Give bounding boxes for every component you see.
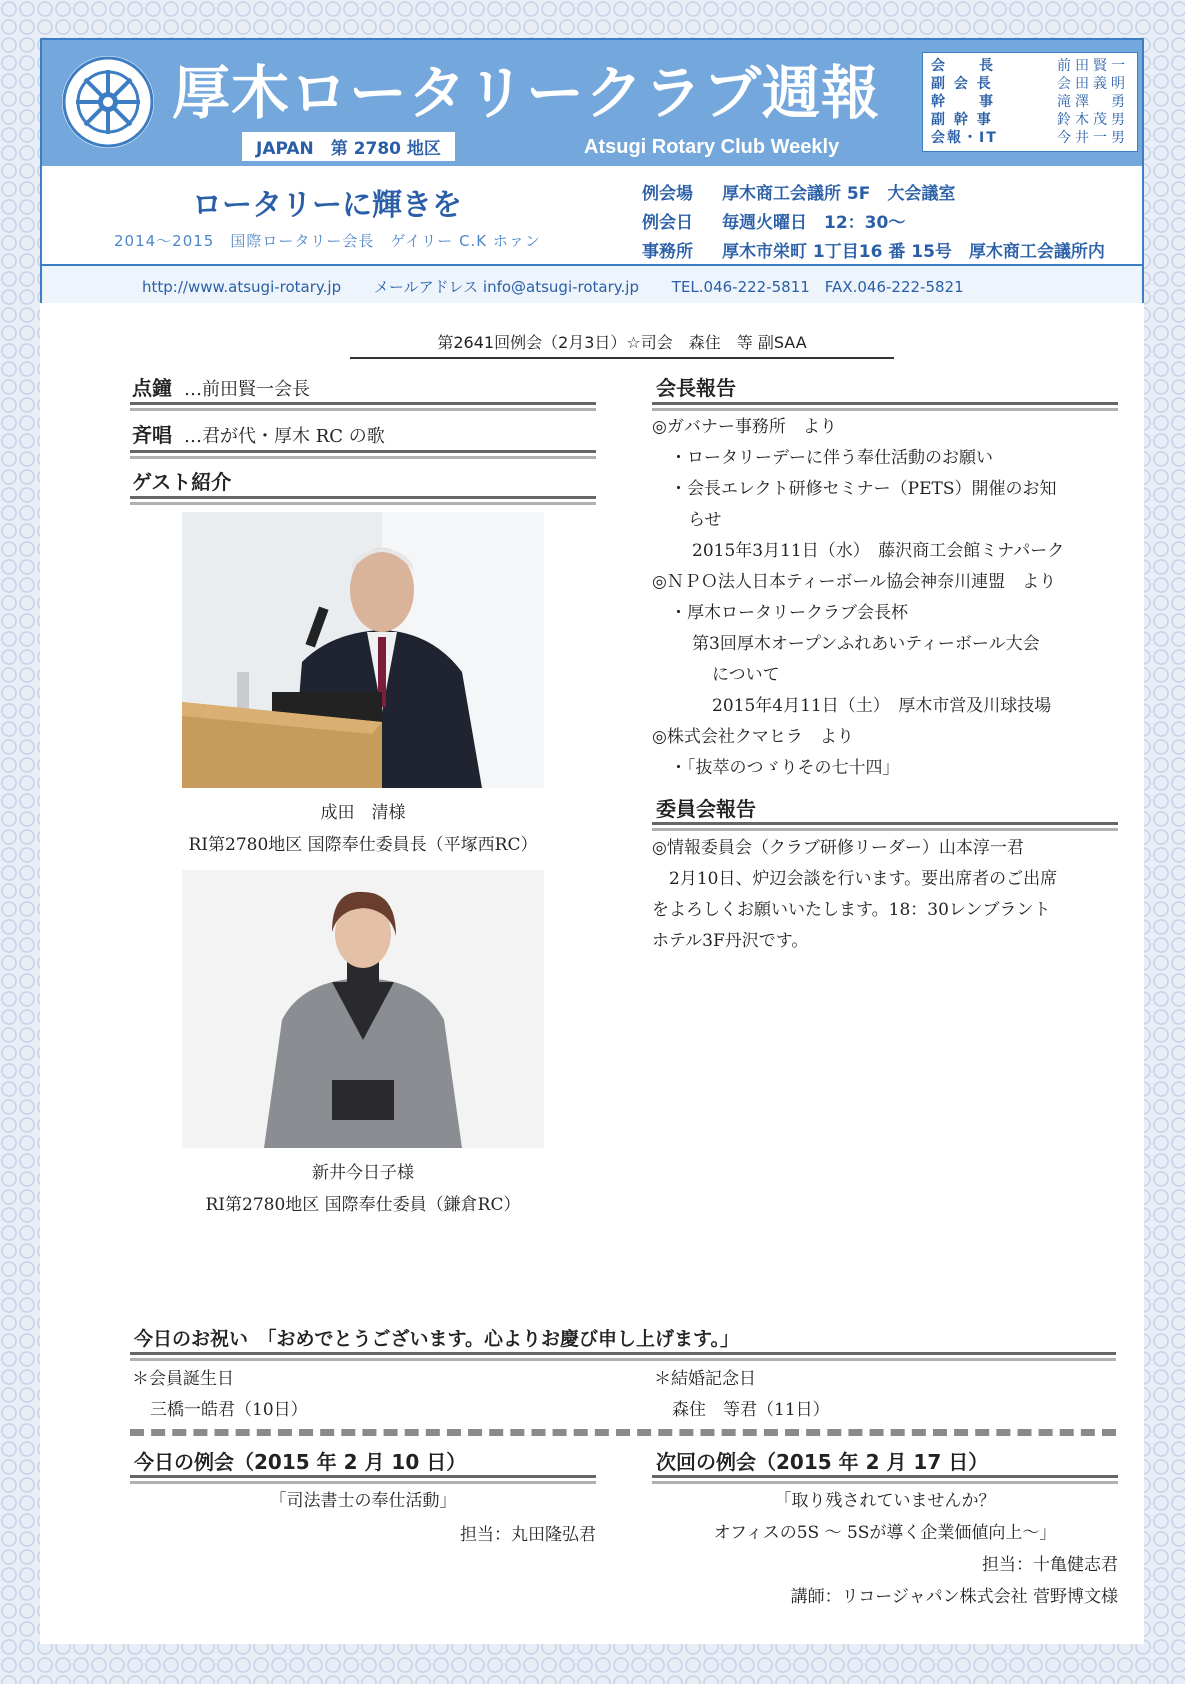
guest1-photo bbox=[182, 512, 544, 788]
today-person: 担当：丸田隆弘君 bbox=[460, 1525, 596, 1545]
officer-row: 幹 事 滝澤 勇 bbox=[931, 94, 1129, 110]
guest2-name: 新井今日子様 bbox=[312, 1163, 414, 1183]
today-topic: 「司法書士の奉仕活動」 bbox=[269, 1491, 457, 1511]
seisho-heading: 斉唱 …君が代・厚木 RC の歌 bbox=[132, 423, 385, 447]
divider bbox=[130, 1475, 596, 1482]
officers-box bbox=[922, 52, 1138, 152]
divider bbox=[652, 1475, 1118, 1482]
rotary-logo-icon bbox=[62, 56, 154, 148]
email-link[interactable]: メールアドレス info@atsugi-rotary.jp bbox=[373, 278, 639, 296]
birthday-block: ＊会員誕生日 三橋一皓君（10日） bbox=[132, 1369, 308, 1420]
guest-heading: ゲスト紹介 bbox=[132, 470, 232, 494]
officer-row: 会 長 前田賢一 bbox=[931, 58, 1129, 74]
english-subtitle: Atsugi Rotary Club Weekly bbox=[584, 136, 840, 158]
divider bbox=[652, 822, 1118, 829]
president-report-body: ◎ガバナー事務所 より ・ロータリーデーに伴う奉仕活動のお願い ・会長エレクト研修セミナー（PETS）開催のお知 らせ 2015年3月11日（水） 藤沢商工会館ミナパーク ◎ＮＰＯ法人日本ティーボール協会神奈川連盟 より ・厚木ロータリークラブ会長杯 第3回厚木オープンふれあいティーボール大会 について 2015年4月11日（土） 厚木市営及川球技場 ◎株式会社クマヒラ より ・「抜萃のつゞりその七十四」 bbox=[652, 417, 1065, 778]
guest2-title: RI第2780地区 国際奉仕委員（鎌倉RC） bbox=[205, 1195, 521, 1215]
newsletter-title: 厚木ロータリークラブ週報 bbox=[172, 59, 881, 127]
next-topic-line2: オフィスの5S ～ 5Sが導く企業価値向上～」 bbox=[713, 1523, 1057, 1543]
divider bbox=[130, 496, 596, 503]
contact-bar bbox=[42, 264, 1142, 303]
info-row: 例会日 毎週火曜日 12：30～ bbox=[642, 213, 906, 233]
celebration-heading: 今日のお祝い 「おめでとうございます。心よりお慶び申し上げます。」 bbox=[134, 1328, 739, 1350]
committee-report-body: ◎情報委員会（クラブ研修リーダー）山本淳一君 2月10日、炉辺会談を行います。要出席者のご出席 をよろしくお願いいたします。18：30レンブラント ホテル3F丹沢です。 bbox=[652, 838, 1058, 951]
title-bar bbox=[42, 40, 1142, 166]
divider bbox=[652, 402, 1118, 409]
officer-row: 会報・IT 今井一男 bbox=[931, 130, 1129, 146]
divider bbox=[130, 402, 596, 409]
website-link[interactable]: http://www.atsugi-rotary.jp bbox=[142, 278, 342, 296]
officer-row: 副 幹 事 鈴木茂男 bbox=[931, 112, 1129, 128]
divider bbox=[130, 1352, 1116, 1359]
tensho-heading: 点鐘 …前田賢一会長 bbox=[132, 376, 310, 400]
next-person: 担当：十亀健志君 bbox=[982, 1555, 1118, 1575]
guest1-name: 成田 清様 bbox=[320, 803, 406, 823]
meeting-line: 第2641回例会（2月3日）☆司会 森住 等 副SAA bbox=[350, 330, 894, 359]
divider bbox=[130, 450, 596, 457]
next-meeting-heading: 次回の例会（2015 年 2 月 17 日） bbox=[656, 1450, 989, 1474]
next-speaker: 講師：リコージャパン株式会社 菅野博文様 bbox=[790, 1587, 1118, 1607]
committee-report-heading: 委員会報告 bbox=[656, 797, 756, 821]
ri-president-line: 2014～2015 国際ロータリー会長 ゲイリー C.K ホァン bbox=[114, 232, 541, 250]
ri-theme: ロータリーに輝きを bbox=[192, 188, 462, 223]
info-row: 事務所 厚木市栄町 1丁目16 番 15号 厚木商工会議所内 bbox=[642, 242, 1105, 262]
district-badge: JAPAN 第 2780 地区 bbox=[242, 132, 455, 161]
today-meeting-heading: 今日の例会（2015 年 2 月 10 日） bbox=[134, 1450, 467, 1474]
phone-fax: TEL.046-222-5811 FAX.046-222-5821 bbox=[671, 278, 964, 296]
guest1-title: RI第2780地区 国際奉仕委員長（平塚西RC） bbox=[188, 835, 538, 855]
dashed-divider bbox=[130, 1429, 1116, 1436]
info-row: 例会場 厚木商工会議所 5F 大会議室 bbox=[642, 184, 956, 204]
president-report-heading: 会長報告 bbox=[656, 376, 736, 400]
guest2-photo bbox=[182, 870, 544, 1148]
officer-row: 副 会 長 会田義明 bbox=[931, 76, 1129, 92]
meeting-info bbox=[642, 180, 1105, 267]
wedding-block: ＊結婚記念日 森住 等君（11日） bbox=[654, 1369, 830, 1420]
next-topic-line1: 「取り残されていませんか？ bbox=[774, 1491, 996, 1511]
masthead bbox=[40, 38, 1144, 303]
